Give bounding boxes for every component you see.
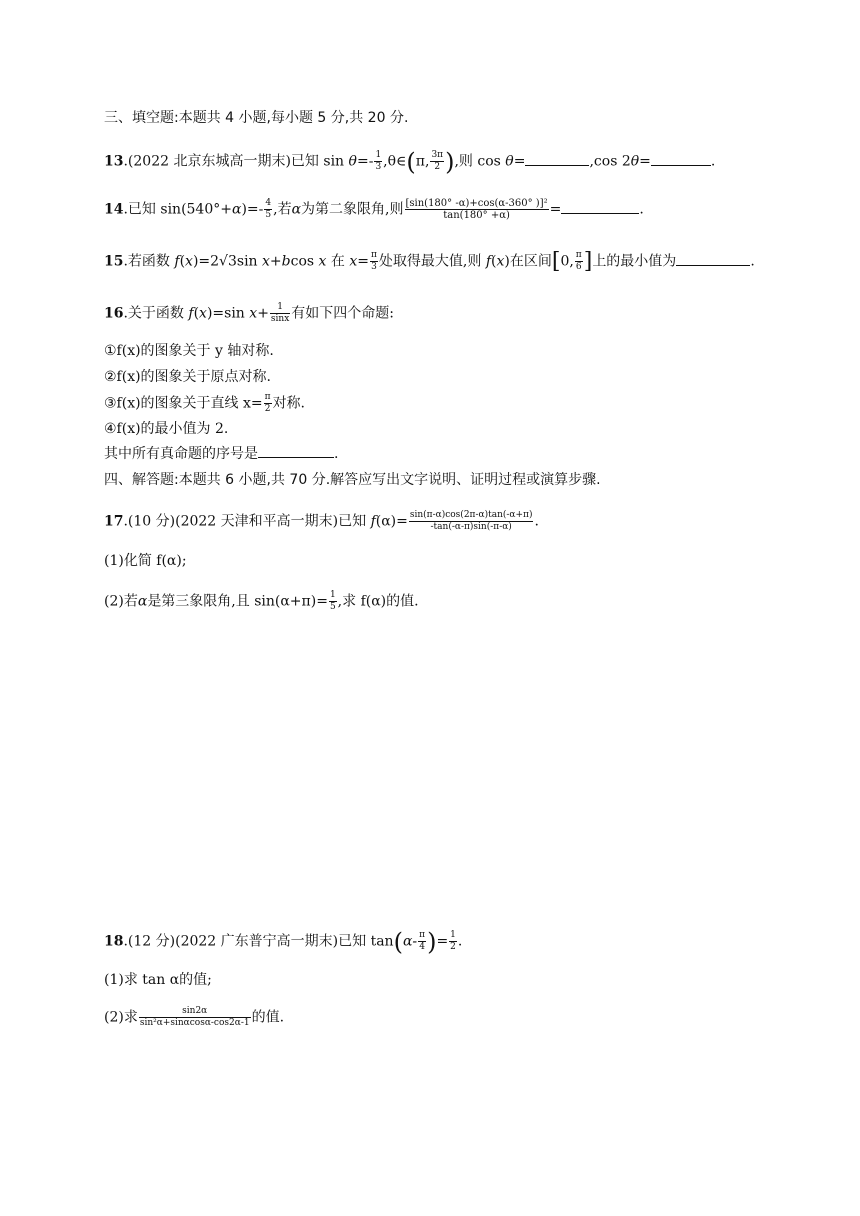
numerator: π [264, 392, 271, 402]
fraction [430, 150, 444, 173]
numerator: 1 [375, 150, 382, 160]
period: . [710, 153, 716, 170]
fraction [374, 150, 382, 173]
denominator: sin²α+sinαcosα-cos2α-1 [139, 1018, 250, 1028]
interval-left: π, [415, 153, 430, 170]
q18-part-1: (1)求 tan α的值; [104, 972, 212, 988]
f: f [174, 253, 180, 270]
denominator: 5 [265, 210, 272, 220]
q13-ask2: ,cos 2 [589, 153, 631, 170]
numerator: 3π [431, 150, 444, 160]
q15-b: )=2√3sin [192, 253, 263, 270]
answer-blank [561, 201, 639, 214]
f: f [485, 253, 491, 270]
question-number: 16 [104, 305, 124, 322]
q16-a: .关于函数 [123, 305, 189, 322]
fraction [405, 198, 549, 221]
fraction [139, 1006, 251, 1029]
f: f [188, 305, 194, 322]
question-number: 18 [104, 933, 124, 950]
q15-c: + [269, 253, 282, 270]
q17-part-1: (1)化简 f(α); [104, 553, 187, 569]
alpha: α [231, 201, 242, 218]
denominator: 2 [450, 942, 456, 952]
q14-d: 为第二象限角,则 [301, 201, 404, 218]
q16-d: 有如下四个命题: [291, 305, 395, 322]
proposition-4: ④f(x)的最小值为 2. [104, 421, 229, 437]
x: x [185, 253, 193, 270]
x: x [318, 253, 327, 270]
denominator: 6 [575, 262, 582, 272]
denominator: 2 [264, 404, 271, 414]
q15-h: )在区间 [504, 253, 552, 270]
fraction [264, 198, 272, 221]
q17-s2c: ,求 f(α)的值. [337, 593, 419, 610]
interval-left: 0, [560, 253, 574, 270]
numerator: sin(π-α)cos(2π-α)tan(-α+π) [409, 510, 533, 520]
numerator: π [370, 250, 377, 260]
q15-e: 在 [326, 253, 350, 270]
q16-b: )=sin [206, 305, 250, 322]
period: . [334, 446, 339, 462]
q17-a: .(10 分)(2022 天津和平高一期末)已知 [123, 513, 371, 530]
question-13: 13.(2022 北京东城高一期末)已知 sin θ=- $\frac{1}{3}$ ,θ∈(π, $\frac{3\pi}{2}$ ),则 cos θ= ,cos 2θ= . [104, 147, 716, 176]
answer-blank [676, 253, 750, 266]
x: x [249, 305, 258, 322]
q15-g: 处取得最大值,则 [378, 253, 486, 270]
numerator: 1 [270, 302, 290, 314]
q13-ask1b: θ= [505, 153, 526, 170]
q13-eq: =- [356, 153, 374, 170]
answer-blank [525, 153, 589, 166]
question-number: 13 [104, 153, 124, 170]
alpha: α [137, 593, 148, 610]
proposition-2: ②f(x)的图象关于原点对称. [104, 369, 272, 385]
q16-ask: 其中所有真命题的序号是 [104, 446, 258, 462]
q14-b: )=- [241, 201, 264, 218]
q15-d: cos [290, 253, 319, 270]
proposition-1: ①f(x)的图象关于 y 轴对称. [104, 343, 274, 359]
answer-blank [651, 153, 711, 166]
answer-blank [258, 445, 334, 458]
q17-b: (α)= [375, 513, 408, 530]
fraction [270, 302, 290, 325]
numerator: π [575, 250, 582, 260]
question-14 [104, 198, 644, 221]
question-15: 15.若函数 f(x)=2√3sin x+bcos x 在 x= $\frac{\pi}{3}$ 处取得最大值,则 f(x)在区间[0, $\frac{\pi}{6}$ ]上的最小值为 . [104, 248, 755, 274]
x: x [199, 305, 207, 322]
fraction [575, 250, 583, 273]
q18-inner: α- [402, 933, 418, 950]
q18-s2a: (2)求 [104, 1009, 138, 1026]
numerator: π [419, 930, 426, 940]
question-17 [104, 510, 539, 533]
q15-i: 上的最小值为 [592, 253, 677, 270]
q18-b: = [436, 933, 449, 950]
q13-source: .(2022 北京东城高一期末)已知 sin [123, 153, 349, 170]
question-16-ask [104, 444, 338, 464]
period: . [457, 933, 463, 950]
numerator: 1 [450, 930, 456, 940]
q17-s2a: (2)若 [104, 593, 138, 610]
denominator: 5 [329, 602, 336, 612]
q14-a: .已知 sin(540°+ [123, 201, 232, 218]
q14-e: = [549, 201, 562, 218]
period: . [534, 513, 539, 530]
q14-c: ,若 [273, 201, 292, 218]
numerator: sin2α [139, 1006, 251, 1018]
period: . [639, 201, 644, 218]
q13-cond: ,θ∈ [383, 153, 407, 170]
q18-a: .(12 分)(2022 广东普宁高一期末)已知 tan [123, 933, 394, 950]
question-18: 18.(12 分)(2022 广东普宁高一期末)已知 tan(α- $\frac{\pi}{4}$ )= $\frac{1}{2}$ . [104, 927, 463, 956]
denominator: 3 [375, 162, 382, 172]
fraction [449, 930, 457, 953]
p3-b: 对称. [272, 395, 306, 412]
denominator: -tan(-α-π)sin(-π-α) [430, 522, 512, 532]
p3-a: ③f(x)的图象关于直线 x= [104, 395, 263, 412]
x: x [496, 253, 505, 270]
theta: θ [348, 153, 357, 170]
denominator: tan(180° +α) [443, 210, 510, 221]
alpha: α [291, 201, 302, 218]
f: f [370, 513, 376, 530]
q17-part-2 [104, 590, 419, 613]
fraction [264, 392, 272, 415]
section-3-heading: 三、填空题:本题共 4 小题,每小题 5 分,共 20 分. [104, 110, 409, 126]
denominator: 2 [434, 162, 441, 172]
denominator: 3 [371, 262, 377, 272]
numerator: [sin(180° -α)+cos(α-360° )]² [405, 198, 548, 209]
q17-s2b: 是第三象限角,且 sin(α+π)= [147, 593, 328, 610]
question-16: 16.关于函数 f(x)=sin x+ $\frac{1}{\sin x}$ 有如下四个命题: [104, 302, 395, 324]
fraction [418, 930, 426, 953]
q15-a: .若函数 [123, 253, 175, 270]
period: . [750, 253, 755, 270]
q18-part-2 [104, 1006, 284, 1029]
section-4-heading: 四、解答题:本题共 6 小题,共 70 分.解答应写出文字说明、证明过程或演算步骤. [104, 472, 601, 488]
numerator: 1 [329, 590, 336, 600]
x: x [262, 253, 270, 270]
numerator: 4 [265, 198, 272, 208]
fraction [370, 250, 378, 273]
fraction [329, 590, 337, 613]
question-number: 17 [104, 513, 124, 530]
question-number: 14 [104, 201, 124, 218]
q16-c: + [257, 305, 269, 322]
b: b [281, 253, 291, 270]
denominator: sinx [270, 314, 290, 324]
q13-ask1: ,则 cos [454, 153, 506, 170]
denominator: 4 [419, 942, 425, 952]
q18-s2b: 的值. [251, 1009, 285, 1026]
fraction [409, 510, 534, 533]
q13-ask2b: θ= [630, 153, 651, 170]
x: x [349, 253, 358, 270]
question-number: 15 [104, 253, 124, 270]
proposition-3 [104, 392, 305, 415]
